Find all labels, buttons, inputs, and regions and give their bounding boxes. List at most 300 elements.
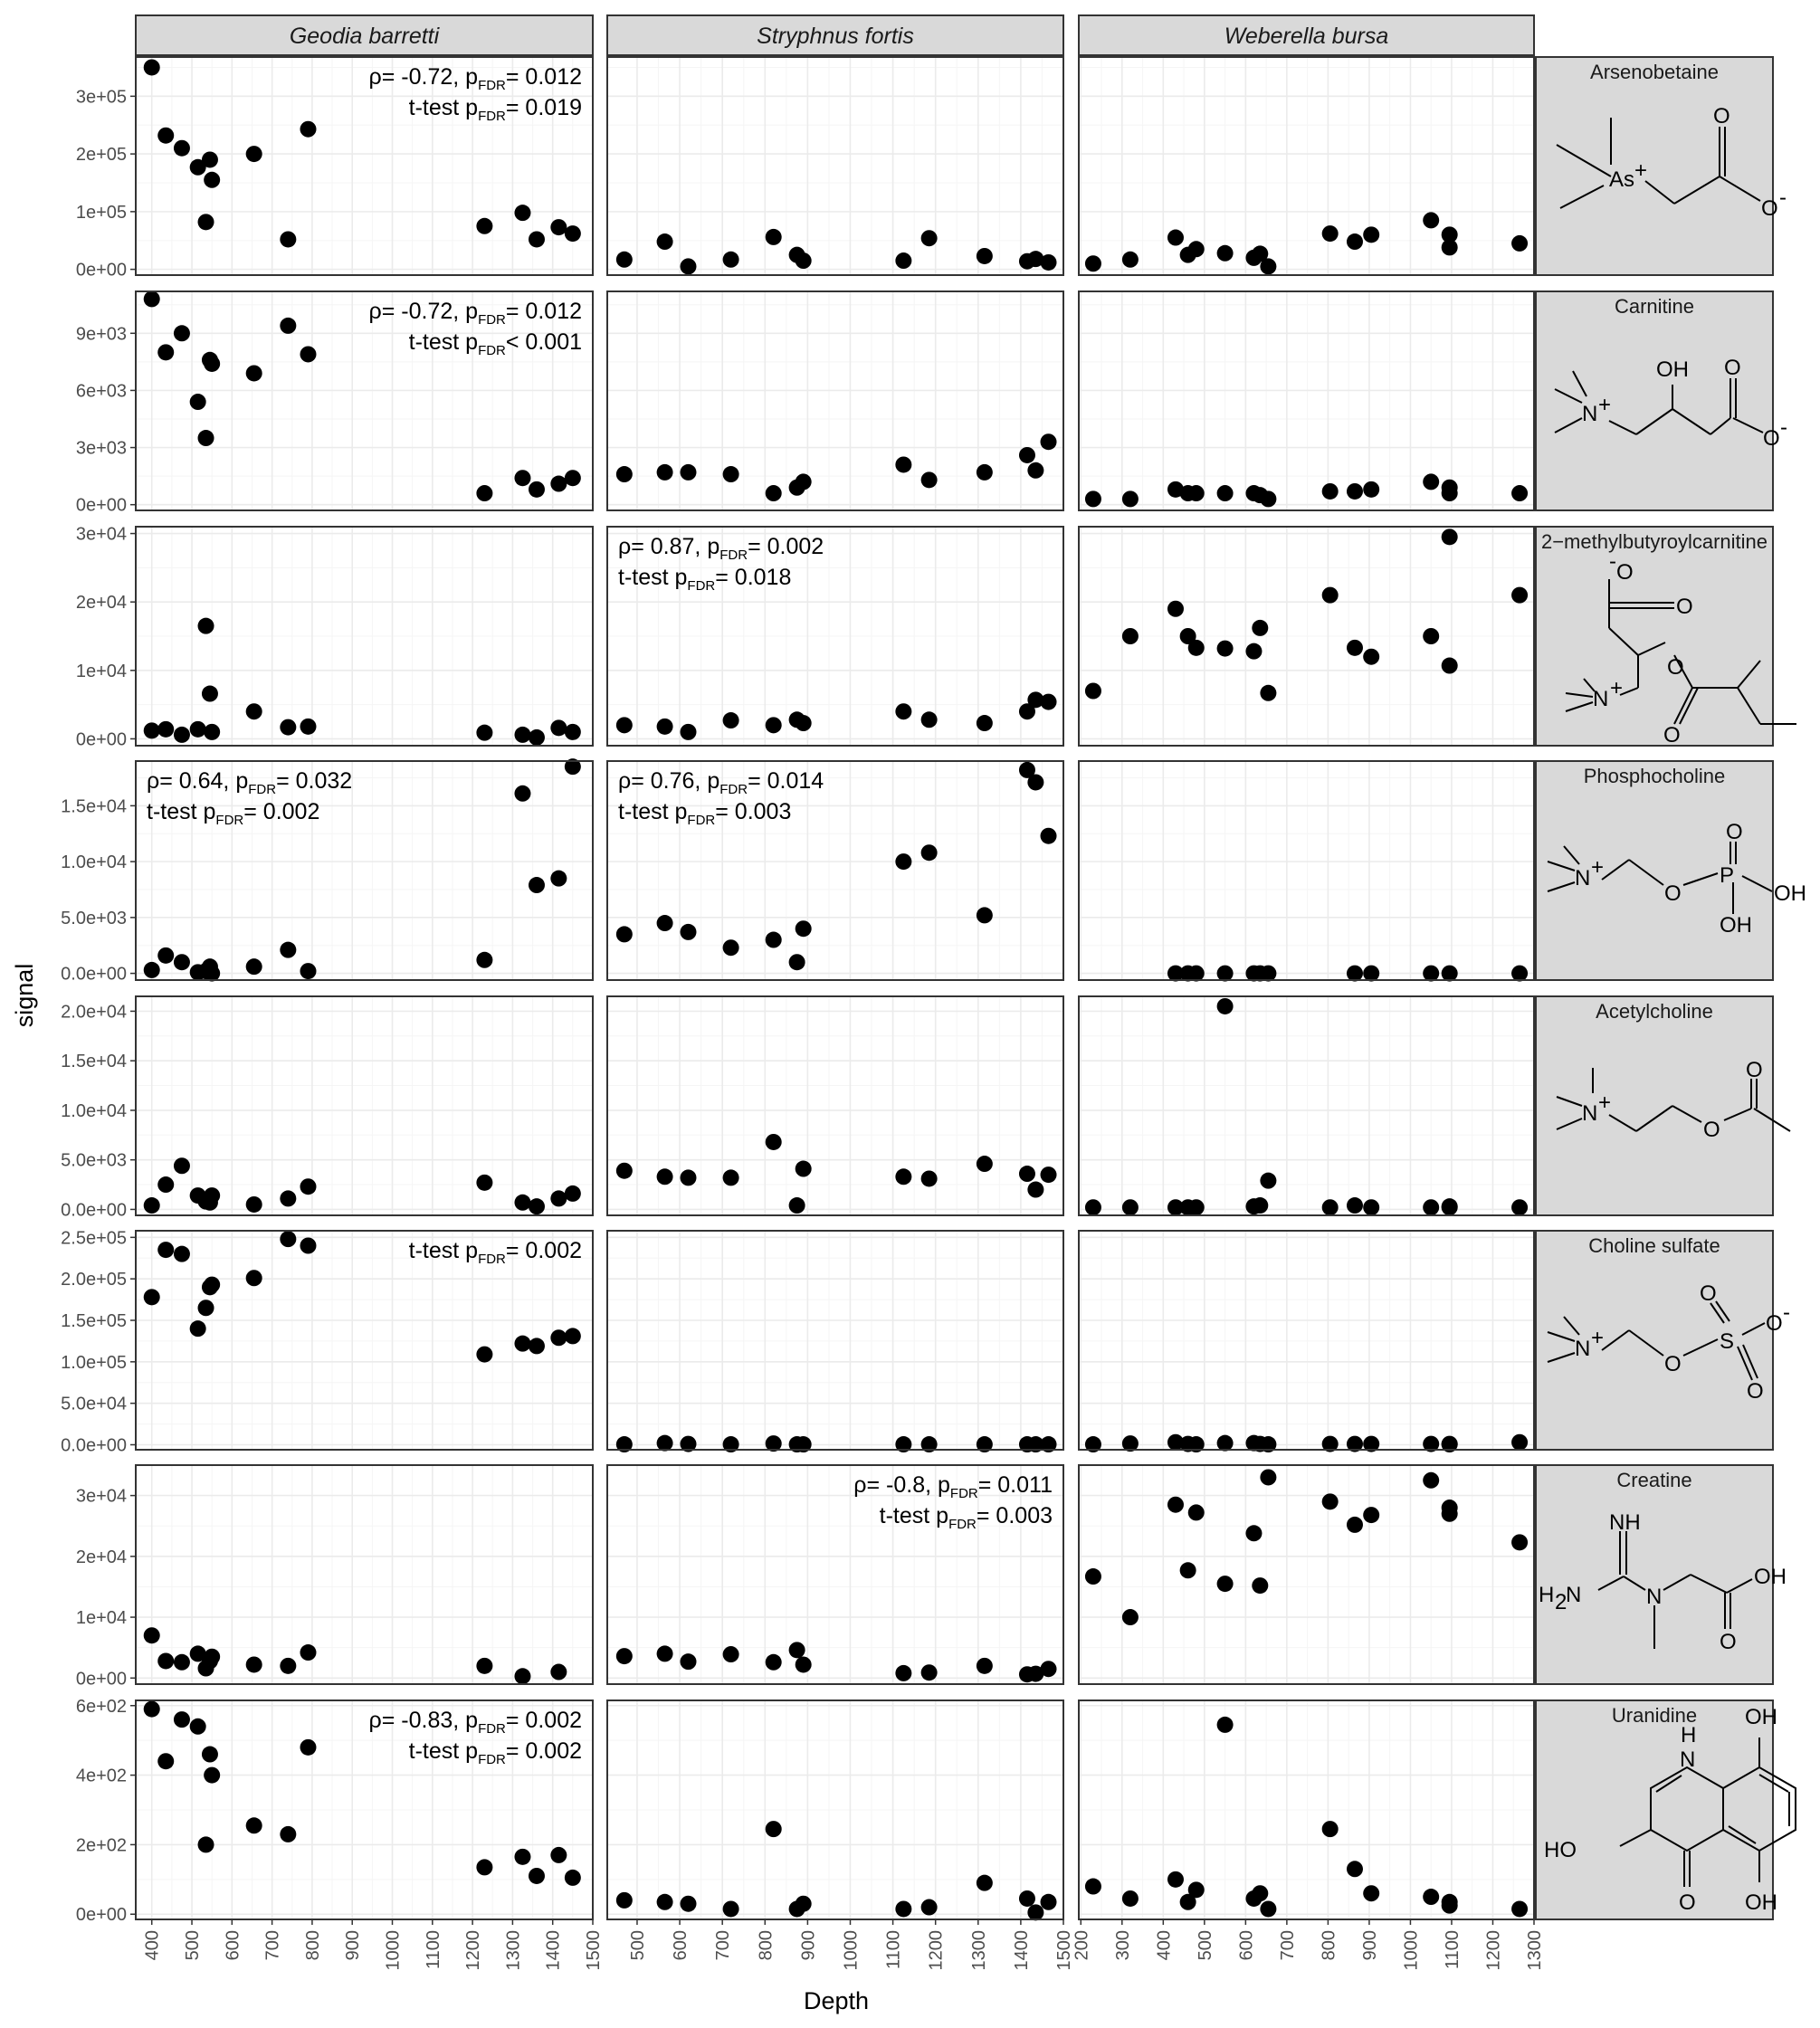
chem-atom: N — [1646, 1585, 1663, 1609]
data-point — [1363, 966, 1379, 982]
data-point — [174, 954, 190, 970]
data-point — [680, 258, 696, 274]
data-point — [1511, 587, 1528, 604]
data-point — [921, 1899, 938, 1916]
data-point — [657, 1435, 673, 1452]
row-strip — [1536, 57, 1773, 275]
data-point — [1252, 620, 1268, 636]
x-tick-label: 500 — [1195, 1930, 1215, 1961]
chem-charge: - — [1779, 186, 1787, 210]
data-point — [657, 719, 673, 735]
facet-panel — [607, 1231, 1063, 1452]
row-strip-label: Carnitine — [1614, 295, 1695, 318]
facet-panel — [136, 527, 593, 746]
data-point — [476, 1347, 492, 1363]
data-point — [1511, 1434, 1528, 1451]
stat-annotation: t-test $p_{FDR}= 0.019$ — [408, 95, 582, 124]
data-point — [1041, 1661, 1057, 1677]
data-point — [895, 456, 911, 472]
data-point — [895, 853, 911, 870]
data-point — [1252, 1885, 1268, 1901]
data-point — [529, 481, 545, 498]
panel-background — [1079, 761, 1534, 980]
y-tick-label: 1e+04 — [75, 1608, 127, 1629]
data-point — [1122, 1199, 1139, 1215]
panel-background — [607, 761, 1063, 980]
data-point — [766, 1134, 782, 1150]
data-point — [1041, 694, 1057, 710]
y-tick-label: 3e+05 — [75, 87, 127, 108]
data-point — [514, 1336, 530, 1352]
data-point — [1423, 1199, 1439, 1215]
data-point — [723, 1169, 739, 1185]
data-point — [246, 1656, 262, 1672]
chem-atom: H — [1539, 1583, 1555, 1607]
data-point — [1085, 1879, 1101, 1895]
data-point — [1027, 462, 1043, 479]
x-tick-label: 1200 — [926, 1930, 947, 1971]
data-point — [1260, 966, 1276, 982]
data-point — [680, 724, 696, 740]
data-point — [1442, 1898, 1458, 1914]
y-tick-label: 1.5e+04 — [61, 796, 127, 817]
data-point — [514, 205, 530, 221]
facet-panel — [1079, 57, 1534, 275]
data-point — [1217, 966, 1234, 982]
data-point — [246, 365, 262, 381]
x-tick-label: 200 — [1072, 1930, 1092, 1961]
chem-charge: + — [1591, 855, 1605, 880]
stat-annotation: ρ= 0.64, $p_{FDR}= 0.032$ — [147, 768, 353, 797]
data-point — [895, 703, 911, 719]
data-point — [1188, 485, 1205, 501]
y-tick-label: 4e+02 — [75, 1766, 127, 1786]
data-point — [1442, 658, 1458, 674]
chem-atom: N — [1575, 1337, 1591, 1361]
data-point — [174, 325, 190, 341]
y-tick-label: 5.0e+04 — [61, 1394, 127, 1414]
x-tick-label: 500 — [183, 1930, 204, 1961]
y-tick-label: 3e+04 — [75, 524, 127, 545]
data-point — [1511, 485, 1528, 501]
data-point — [1188, 1199, 1205, 1215]
chem-charge: + — [1598, 1090, 1612, 1115]
data-point — [246, 958, 262, 975]
chem-atom: HO — [1544, 1838, 1577, 1862]
chem-atom: N — [1582, 402, 1598, 426]
data-point — [1188, 966, 1205, 982]
data-point — [300, 1178, 316, 1195]
data-point — [1085, 255, 1101, 271]
data-point — [1322, 1493, 1339, 1509]
data-point — [550, 219, 567, 235]
data-point — [514, 1849, 530, 1865]
x-tick-label: 1100 — [423, 1930, 443, 1970]
y-tick-label: 0e+00 — [75, 729, 127, 750]
chem-atom: O — [1679, 1890, 1696, 1915]
x-tick-label: 900 — [1359, 1930, 1380, 1961]
y-tick-label: 3e+04 — [75, 1486, 127, 1507]
data-point — [1442, 1198, 1458, 1214]
facet-panel — [607, 527, 1063, 746]
panel-background — [136, 996, 593, 1215]
data-point — [1122, 490, 1139, 507]
data-point — [616, 466, 633, 482]
chem-atom: N — [1680, 1747, 1696, 1772]
data-point — [246, 1196, 262, 1213]
y-tick-label: 2.0e+04 — [61, 1002, 127, 1023]
chem-atom: O — [1761, 196, 1778, 221]
stat-annotation: ρ= -0.83, $p_{FDR}= 0.002$ — [368, 1708, 582, 1737]
data-point — [789, 1197, 805, 1214]
data-point — [300, 1238, 316, 1254]
data-point — [921, 471, 938, 488]
data-point — [796, 252, 812, 269]
data-point — [766, 717, 782, 733]
data-point — [1347, 640, 1363, 656]
data-point — [1041, 828, 1057, 844]
data-point — [198, 430, 214, 446]
data-point — [157, 1753, 174, 1769]
x-tick-label: 1500 — [1054, 1930, 1074, 1971]
chem-atom: P — [1720, 863, 1735, 888]
data-point — [977, 248, 993, 264]
chem-atom: As — [1609, 167, 1635, 192]
data-point — [157, 947, 174, 964]
panel-background — [1079, 57, 1534, 275]
data-point — [174, 727, 190, 743]
x-tick-label: 800 — [1319, 1930, 1339, 1961]
x-axis-title: Depth — [803, 1987, 870, 2014]
chem-atom: OH — [1774, 881, 1806, 906]
data-point — [1260, 1173, 1276, 1189]
data-point — [657, 1645, 673, 1661]
x-tick-label: 1400 — [1011, 1930, 1032, 1971]
data-point — [476, 725, 492, 741]
data-point — [1260, 490, 1276, 507]
data-point — [280, 1826, 296, 1842]
data-point — [174, 1157, 190, 1174]
chem-atom: OH — [1745, 1705, 1777, 1729]
x-tick-label: 1300 — [1525, 1930, 1545, 1971]
chem-atom: N — [1566, 1583, 1582, 1607]
data-point — [895, 1900, 911, 1917]
data-point — [723, 939, 739, 956]
data-point — [616, 717, 633, 733]
data-point — [1260, 1469, 1276, 1485]
data-point — [550, 1847, 567, 1863]
chem-atom: O — [1720, 1630, 1737, 1654]
data-point — [796, 1656, 812, 1672]
data-point — [1347, 1861, 1363, 1877]
data-point — [565, 470, 581, 486]
row-strip-label: Acetylcholine — [1596, 1000, 1713, 1023]
x-tick-label: 600 — [671, 1930, 691, 1961]
x-tick-label: 1300 — [503, 1930, 524, 1971]
chem-atom: O — [1724, 356, 1741, 380]
data-point — [1347, 966, 1363, 982]
chem-atom: N — [1582, 1101, 1598, 1126]
data-point — [1252, 1577, 1268, 1594]
x-tick-label: 400 — [142, 1930, 163, 1961]
data-point — [204, 966, 220, 982]
data-point — [723, 466, 739, 482]
y-tick-label: 0.0e+00 — [61, 1200, 127, 1221]
data-point — [1085, 490, 1101, 507]
data-point — [514, 470, 530, 486]
data-point — [1122, 628, 1139, 644]
data-point — [565, 1328, 581, 1344]
data-point — [1167, 1497, 1184, 1513]
data-point — [190, 721, 206, 738]
data-point — [680, 1653, 696, 1670]
data-point — [680, 464, 696, 481]
x-tick-label: 1200 — [463, 1930, 484, 1971]
data-point — [246, 146, 262, 162]
row-strip — [1536, 291, 1773, 510]
x-tick-label: 1500 — [584, 1930, 604, 1971]
y-tick-label: 1e+04 — [75, 661, 127, 681]
chem-atom: NH — [1609, 1510, 1641, 1535]
data-point — [657, 1168, 673, 1185]
data-point — [1245, 643, 1262, 660]
facet-panel — [136, 1231, 593, 1450]
row-strip-label: Arsenobetaine — [1590, 61, 1719, 83]
data-point — [1260, 258, 1276, 274]
facet-panel — [1079, 761, 1534, 982]
panel-background — [607, 291, 1063, 510]
data-point — [1511, 235, 1528, 252]
data-point — [144, 722, 160, 738]
chem-atom: O — [1746, 1058, 1763, 1082]
y-tick-label: 5.0e+03 — [61, 1150, 127, 1171]
row-strip-label: Creatine — [1616, 1469, 1692, 1491]
facet-panel — [1079, 291, 1534, 510]
x-tick-label: 400 — [1154, 1930, 1175, 1961]
data-point — [921, 844, 938, 861]
data-point — [1188, 640, 1205, 656]
row-strip-label: Choline sulfate — [1588, 1234, 1720, 1257]
data-point — [789, 1642, 805, 1658]
data-point — [723, 252, 739, 268]
data-point — [246, 1817, 262, 1833]
column-strip-label: Geodia barretti — [289, 24, 440, 49]
x-tick-label: 900 — [798, 1930, 819, 1961]
chem-atom: O — [1766, 1311, 1783, 1336]
facet-panel — [607, 291, 1063, 510]
data-point — [723, 1646, 739, 1662]
data-point — [895, 1665, 911, 1681]
data-point — [529, 729, 545, 746]
facet-panel — [607, 1700, 1063, 1920]
data-point — [144, 290, 160, 307]
panel-background — [607, 1231, 1063, 1450]
facet-panel — [1079, 996, 1534, 1215]
data-point — [280, 231, 296, 247]
data-point — [1423, 212, 1439, 228]
row-strip-label: Phosphocholine — [1583, 765, 1726, 787]
chem-atom: O — [1664, 1352, 1682, 1376]
chem-atom: O — [1676, 595, 1693, 619]
data-point — [1423, 966, 1439, 982]
data-point — [565, 1185, 581, 1202]
data-point — [1442, 528, 1458, 545]
chem-atom: O — [1703, 1118, 1720, 1142]
y-tick-label: 0e+00 — [75, 1905, 127, 1926]
facet-panel — [1079, 1465, 1534, 1684]
data-point — [300, 1644, 316, 1661]
data-point — [1511, 966, 1528, 982]
chem-atom: OH — [1745, 1890, 1777, 1915]
panel-layer — [136, 15, 1773, 1920]
y-axis-title: signal — [11, 963, 38, 1028]
data-point — [514, 785, 530, 802]
data-point — [1511, 1534, 1528, 1550]
stat-annotation: ρ= 0.87, $p_{FDR}= 0.002$ — [618, 534, 824, 563]
data-point — [204, 1767, 220, 1784]
facet-panel — [607, 57, 1063, 275]
panel-background — [1079, 1465, 1534, 1684]
chem-charge: + — [1598, 393, 1612, 417]
y-tick-label: 0.0e+00 — [61, 1435, 127, 1456]
facet-panel — [1079, 527, 1534, 746]
data-point — [1217, 641, 1234, 657]
data-point — [198, 1300, 214, 1316]
stat-annotation: t-test $p_{FDR}= 0.002$ — [147, 799, 320, 828]
stat-annotation: t-test $p_{FDR}< 0.001$ — [408, 329, 582, 358]
data-point — [1019, 447, 1035, 463]
y-tick-label: 2e+04 — [75, 1547, 127, 1567]
data-point — [157, 344, 174, 360]
data-point — [1041, 433, 1057, 450]
data-point — [476, 1859, 492, 1875]
data-point — [1217, 1435, 1234, 1452]
data-point — [190, 1320, 206, 1337]
data-point — [1363, 226, 1379, 243]
data-point — [280, 942, 296, 958]
data-point — [550, 1664, 567, 1680]
data-point — [766, 485, 782, 501]
facet-panel — [1079, 1231, 1534, 1452]
data-point — [657, 1894, 673, 1910]
x-tick-label: 300 — [1112, 1930, 1133, 1961]
chem-atom: O — [1664, 881, 1682, 906]
data-point — [246, 703, 262, 719]
chem-charge: + — [1591, 1326, 1605, 1350]
data-point — [550, 1190, 567, 1206]
data-point — [202, 151, 218, 167]
data-point — [616, 1892, 633, 1909]
x-tick-label: 700 — [713, 1930, 734, 1961]
data-point — [1363, 481, 1379, 498]
column-strip-label: Weberella bursa — [1224, 24, 1389, 49]
y-tick-label: 1.5e+05 — [61, 1311, 127, 1331]
chem-atom: OH — [1656, 357, 1689, 382]
facet-panel — [136, 57, 593, 275]
data-point — [204, 356, 220, 372]
data-point — [550, 476, 567, 492]
data-point — [766, 229, 782, 245]
data-point — [1217, 485, 1234, 501]
y-tick-label: 1.0e+04 — [61, 852, 127, 873]
data-point — [1363, 1507, 1379, 1523]
data-point — [977, 464, 993, 481]
y-tick-label: 0e+00 — [75, 495, 127, 516]
chem-atom: OH — [1720, 913, 1752, 938]
data-point — [1041, 254, 1057, 271]
data-point — [1423, 628, 1439, 644]
data-point — [157, 128, 174, 144]
data-point — [657, 233, 673, 250]
data-point — [1217, 998, 1234, 1014]
data-point — [616, 1163, 633, 1179]
data-point — [1260, 685, 1276, 701]
x-tick-label: 1300 — [968, 1930, 989, 1971]
data-point — [977, 1875, 993, 1891]
data-point — [680, 1169, 696, 1185]
column-strip-label: Stryphnus fortis — [757, 24, 914, 49]
y-tick-label: 2.0e+05 — [61, 1270, 127, 1290]
row-strip-label: Uranidine — [1611, 1704, 1698, 1727]
panel-background — [1079, 996, 1534, 1215]
data-point — [476, 952, 492, 968]
panel-background — [607, 996, 1063, 1215]
data-point — [1041, 1166, 1057, 1183]
data-point — [198, 1836, 214, 1852]
data-point — [1122, 1890, 1139, 1907]
data-point — [198, 214, 214, 230]
data-point — [1442, 1506, 1458, 1522]
chem-atom: O — [1667, 655, 1684, 680]
data-point — [157, 1176, 174, 1193]
x-tick-label: 700 — [1277, 1930, 1298, 1961]
data-point — [565, 225, 581, 242]
data-point — [202, 1747, 218, 1763]
data-point — [1423, 473, 1439, 490]
facet-panel — [136, 1465, 593, 1684]
chem-atom: H — [1681, 1723, 1697, 1747]
data-point — [204, 1649, 220, 1665]
data-point — [657, 915, 673, 931]
data-point — [204, 1187, 220, 1204]
data-point — [921, 1664, 938, 1680]
data-point — [977, 715, 993, 731]
y-tick-label: 2e+04 — [75, 593, 127, 614]
data-point — [1167, 1871, 1184, 1888]
y-tick-label: 1e+05 — [75, 202, 127, 223]
chem-charge: - — [1783, 1300, 1790, 1325]
data-point — [476, 218, 492, 234]
stat-annotation: t-test $p_{FDR}= 0.018$ — [618, 565, 792, 594]
data-point — [1085, 1199, 1101, 1215]
y-tick-label: 2e+02 — [75, 1835, 127, 1856]
chem-charge: - — [1609, 549, 1616, 574]
data-point — [1019, 1890, 1035, 1907]
data-point — [789, 954, 805, 970]
y-tick-label: 1.0e+04 — [61, 1100, 127, 1121]
data-point — [550, 719, 567, 736]
data-point — [514, 727, 530, 743]
data-point — [1363, 1885, 1379, 1901]
data-point — [921, 1170, 938, 1186]
x-tick-label: 1000 — [841, 1930, 862, 1971]
data-point — [300, 963, 316, 979]
panel-background — [1079, 291, 1534, 510]
data-point — [565, 1870, 581, 1886]
data-point — [280, 1231, 296, 1247]
data-point — [1363, 649, 1379, 665]
data-point — [766, 1654, 782, 1671]
